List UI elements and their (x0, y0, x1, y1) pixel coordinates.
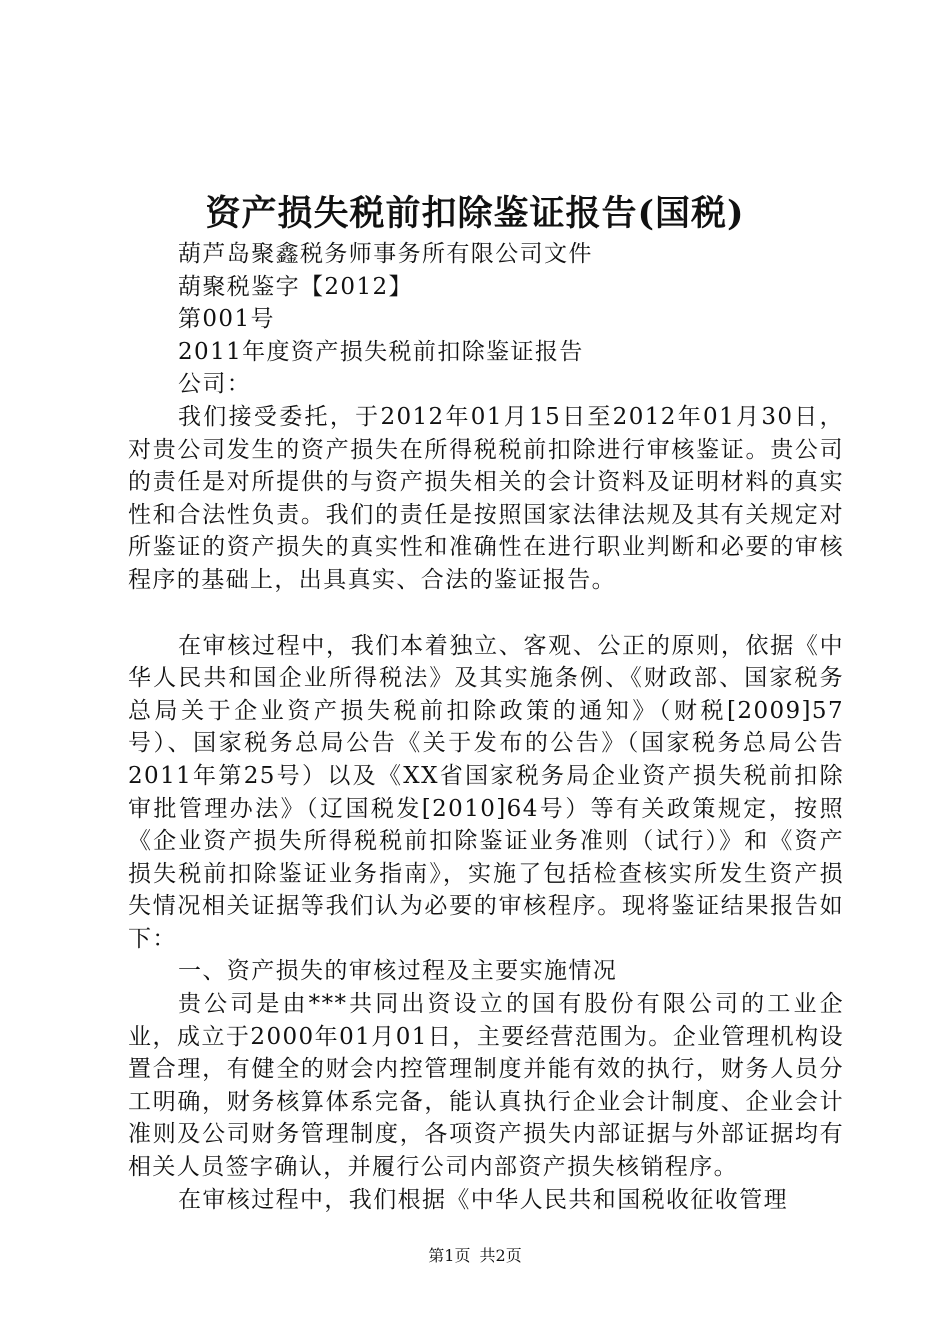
paragraph-company-info: 贵公司是由***共同出资设立的国有股份有限公司的工业企业，成立于2000年01月01日，主要经营范围为。企业管理机构设置合理，有健全的财会内控管理制度并能有效的执行，财务人员分工明确，财务核算体系完备，能认真执行企业会计制度、企业会计准则及公司财务管理制度，各项资产损失内部证据与外部证据均有相关人员签字确认，并履行公司内部资产损失核销程序。 (128, 991, 844, 1181)
paragraph-basis: 在审核过程中，我们本着独立、客观、公正的原则，依据《中华人民共和国企业所得税法》及其实施条例、《财政部、国家税务总局关于企业资产损失税前扣除政策的通知》（财税[2009]57号）、国家税务总局公告《关于发布的公告》（国家税务总局公告2011年第25号）以及《XX省国家税务局企业资产损失税前扣除审批管理办法》（辽国税发[2010]64号）等有关政策规定，按照《企业资产损失所得税税前扣除鉴证业务准则（试行）》和《资产损失税前扣除鉴证业务指南》，实施了包括检查核实所发生资产损失情况相关证据等我们认为必要的审核程序。现将鉴证结果报告如下： (128, 632, 844, 952)
document-body (128, 238, 844, 1216)
paragraph-review-process: 在审核过程中，我们根据《中华人民共和国税收征收管理 (178, 1186, 788, 1213)
serial-number-line: 第001号 (178, 306, 275, 333)
firm-name-line: 葫芦岛聚鑫税务师事务所有限公司文件 (178, 241, 593, 267)
page-number: 第1页 (428, 1246, 471, 1265)
paragraph-spacer (128, 597, 844, 630)
report-subtitle-line: 2011年度资产损失税前扣除鉴证报告 (178, 338, 584, 365)
page-footer (0, 1243, 950, 1266)
doc-number-line: 葫聚税鉴字【2012】 (178, 273, 413, 300)
page-total: 共2页 (479, 1246, 522, 1265)
section-heading-1: 一、资产损失的审核过程及主要实施情况 (178, 958, 618, 985)
paragraph-engagement: 我们接受委托，于2012年01月15日至2012年01月30日，对贵公司发生的资产损失在所得税税前扣除进行审核鉴证。贵公司的责任是对所提供的与资产损失相关的会计资料及证明材料的真实性和合法性负责。我们的责任是按照国家法律法规及其有关规定对所鉴证的资产损失的真实性和准确性在进行职业判断和必要的审核程序的基础上，出具真实、合法的鉴证报告。 (128, 403, 844, 593)
addressee-line: 公司： (178, 371, 252, 398)
document-title: 资产损失税前扣除鉴证报告(国税) (205, 193, 745, 234)
